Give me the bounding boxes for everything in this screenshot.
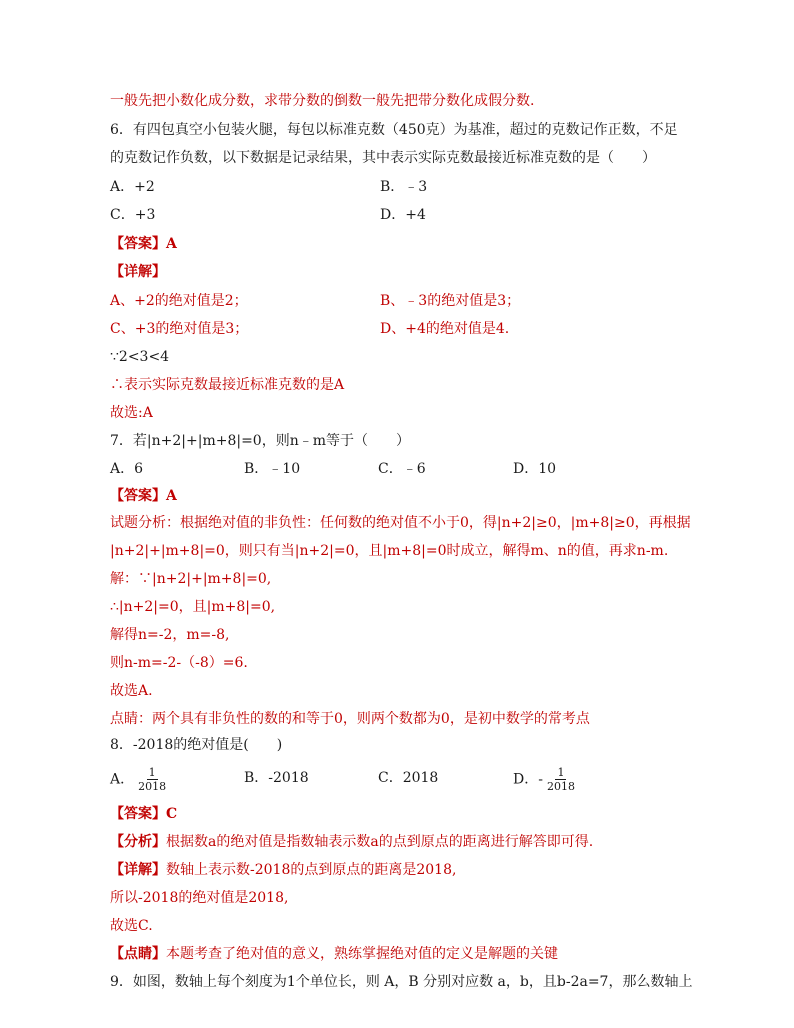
q7-answer-value: A [166,488,177,504]
q8-option-d-prefix: D．- [513,771,543,788]
q7-answer [110,486,177,506]
q8-analysis-label: 【分析】 [110,834,166,850]
q8-option-d-fraction [545,766,577,793]
q6-option-c: C．+3 [110,207,156,223]
q7-choice: 故选A. [110,683,153,699]
q8-option-a-denominator: 2018 [138,780,167,793]
q7-analysis-line2: |n+2|+|m+8|=0，则只有当|n+2|=0，且|m+8|=0时成立，解得m、n的值，再求n-m. [110,543,669,559]
q7-solution-line1: 解：∵|n+2|+|m+8|=0, [110,571,272,587]
q7-answer-label: 【答案】 [110,488,166,504]
q8-answer [110,804,177,824]
q8-comment-label: 【点睛】 [110,946,166,962]
q8-answer-value: C [166,806,178,822]
q6-answer-label: 【答案】 [110,236,166,252]
q6-option-b: B．﹣3 [380,179,428,195]
q8-option-a [110,766,170,793]
q6-option-d: D．+4 [380,207,426,223]
q8-analysis [110,832,593,852]
q8-option-d-numerator: 1 [557,766,565,779]
q7-solution-line4: 则n-m=-2-（-8）=6. [110,655,248,671]
q6-option-a: A．+2 [110,179,155,195]
q7-solution-line2: ∴|n+2|=0，且|m+8|=0, [110,599,276,615]
q8-choice: 故选C. [110,918,153,934]
q8-stem: 8．-2018的绝对值是( ) [110,737,283,753]
q6-answer [110,234,177,254]
q6-because: ∵2<3<4 [110,349,170,365]
intro-line: 一般先把小数化成分数，求带分数的倒数一般先把带分数化成假分数. [110,93,535,109]
q8-analysis-text: 根据数a的绝对值是指数轴表示数a的点到原点的距离进行解答即可得. [166,834,594,850]
q6-answer-value: A [166,236,177,252]
q8-option-a-prefix: A． [110,771,135,788]
q8-detail-label: 【详解】 [110,862,166,878]
q7-option-d: D．10 [513,461,557,477]
q7-solution-line3: 解得n=-2，m=-8, [110,627,230,643]
q8-comment [110,944,558,964]
q6-explain-c: C、+3的绝对值是3； [110,321,249,337]
q6-explain-a: A、+2的绝对值是2； [110,293,248,309]
q7-stem: 7．若|n+2|+|m+8|=0，则n﹣m等于（ ） [110,433,411,449]
q9-stem: 9．如图，数轴上每个刻度为1个单位长，则 A，B 分别对应数 a，b，且b-2a=7，那么数轴上 [110,974,693,990]
q8-comment-text: 本题考查了绝对值的意义，熟练掌握绝对值的定义是解题的关键 [166,946,558,962]
q8-detail-line2: 所以-2018的绝对值是2018, [110,890,289,906]
q6-detail-label: 【详解】 [110,264,166,280]
q7-comment: 点睛：两个具有非负性的数的和等于0，则两个数都为0，是初中数学的常考点 [110,711,590,727]
q7-analysis-line1: 试题分析：根据绝对值的非负性：任何数的绝对值不小于0，得|n+2|≥0，|m+8|≥0，再根据 [110,515,691,531]
q6-choice: 故选:A [110,405,153,421]
q7-option-a: A．6 [110,461,144,477]
q6-therefore: ∴表示实际克数最接近标准克数的是A [110,377,345,393]
q8-detail-text: 数轴上表示数-2018的点到原点的距离是2018, [166,862,457,878]
q8-option-c: C．2018 [378,770,439,786]
q6-stem-line1: 6．有四包真空小包装火腿，每包以标准克数（450克）为基准，超过的克数记作正数，不足 [110,122,678,138]
q8-option-a-numerator: 1 [148,766,156,779]
q8-option-a-fraction [136,766,168,793]
q8-detail [110,860,456,880]
q6-explain-b: B、﹣3的绝对值是3； [380,293,521,309]
q6-stem-line2: 的克数记作负数，以下数据是记录结果，其中表示实际克数最接近标准克数的是（ ） [110,150,656,166]
q8-option-d [513,766,579,793]
q8-answer-label: 【答案】 [110,806,166,822]
q6-explain-d: D、+4的绝对值是4. [380,321,510,337]
q8-option-d-denominator: 2018 [546,780,575,793]
q7-option-c: C．﹣6 [378,461,426,477]
q8-option-b: B．-2018 [244,770,309,786]
q7-option-b: B．﹣10 [244,461,301,477]
